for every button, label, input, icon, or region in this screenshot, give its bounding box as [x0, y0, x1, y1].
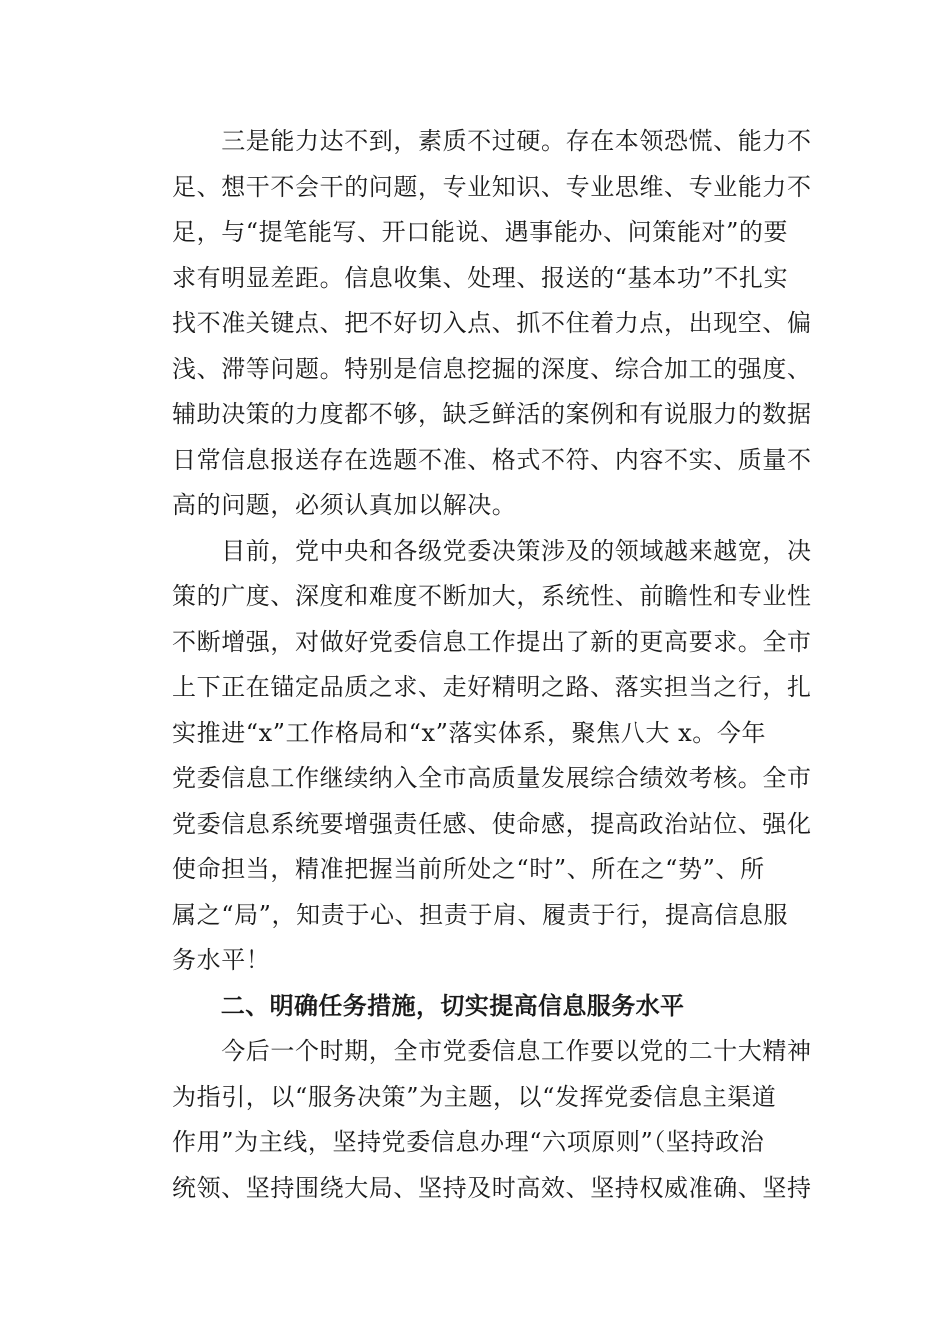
text-line: 统领、坚持围绕大局、坚持及时高效、坚持权威准确、坚持 — [172, 1173, 812, 1202]
document-body — [172, 119, 812, 1211]
text-line: 属之“局”，知责于心、担责于肩、履责于行，提高信息服 — [172, 900, 789, 929]
text-line: 辅助决策的力度都不够，缺乏鲜活的案例和有说服力的数据 — [172, 400, 812, 428]
text-line: 党委信息工作继续纳入全市高质量发展综合绩效考核。全市 — [172, 764, 812, 792]
text-line: 足、想干不会干的问题，专业知识、专业思维、专业能力不 — [172, 172, 812, 201]
text-line: 党委信息系统要增强责任感、使命感，提高政治站位、强化 — [172, 809, 812, 838]
text-line: 目前，党中央和各级党委决策涉及的领域越来越宽，决 — [172, 536, 812, 565]
text-line: 浅、滞等问题。特别是信息挖掘的深度、综合加工的强度、 — [172, 354, 812, 383]
text-line: 求有明显差距。信息收集、处理、报送的“基本功”不扎实 — [172, 263, 789, 292]
text-line: 高的问题，必须认真加以解决。 — [172, 491, 517, 519]
text-line: 上下正在锚定品质之求、走好精明之路、落实担当之行，扎 — [172, 673, 812, 701]
paragraph-current-situation — [172, 529, 812, 984]
text-line: 不断增强，对做好党委信息工作提出了新的更高要求。全市 — [172, 627, 812, 656]
text-line: 找不准关键点、把不好切入点、抓不住着力点，出现空、偏 — [172, 309, 812, 337]
text-line: 策的广度、深度和难度不断加大，系统性、前瞻性和专业性 — [172, 582, 812, 610]
paragraph-capability-issues — [172, 119, 812, 529]
text-line: 作用”为主线，坚持党委信息办理“六项原则”（坚持政治 — [172, 1128, 765, 1156]
text-line: 使命担当，精准把握当前所处之“时”、所在之“势”、所 — [172, 855, 765, 883]
text-line: 三是能力达不到，素质不过硬。存在本领恐慌、能力不 — [172, 127, 812, 155]
text-line: 务水平！ — [172, 946, 271, 974]
paragraph-future-work — [172, 1029, 812, 1211]
section-heading: 二、明确任务措施，切实提高信息服务水平 — [172, 991, 685, 1020]
text-line: 日常信息报送存在选题不准、格式不符、内容不实、质量不 — [172, 445, 812, 474]
text-line: 为指引，以“服务决策”为主题，以“发挥党委信息主渠道 — [172, 1082, 777, 1111]
text-line: 今后一个时期，全市党委信息工作要以党的二十大精神 — [172, 1037, 812, 1065]
text-line: 足，与“提笔能写、开口能说、遇事能办、问策能对”的要 — [172, 218, 789, 246]
text-line: 实推进“x”工作格局和“x”落实体系，聚焦八大 x。今年 — [172, 718, 767, 747]
